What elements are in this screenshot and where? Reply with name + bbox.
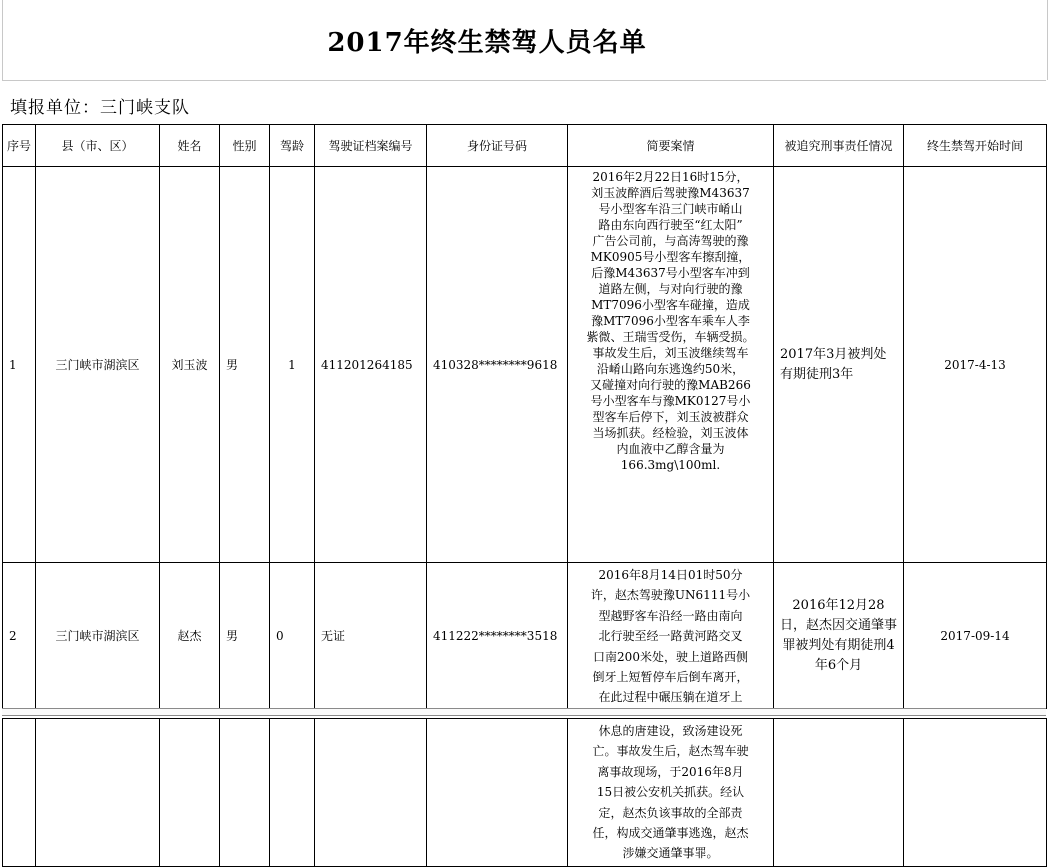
header-id-no: 身份证号码 [427, 125, 568, 167]
case-line: 倒牙上短暂停车后倒车离开， [592, 670, 749, 685]
main-table [2, 124, 1047, 709]
row-county: 三门峡市湖滨区 [36, 563, 160, 709]
row-case-summary [568, 719, 774, 867]
row-case-summary [568, 563, 774, 709]
row-index [3, 719, 36, 867]
case-line: 北行驶至经一路黄河路交叉 [598, 629, 743, 644]
row-index: 2 [3, 563, 36, 709]
case-line: 口南200米处，驶上道路西侧 [593, 649, 748, 664]
header-index: 序号 [3, 125, 36, 167]
page-title: 2017年终生禁驾人员名单 [327, 28, 647, 58]
row-driving-years: 0 [270, 563, 315, 709]
row-name [160, 719, 220, 867]
row-criminal-liability [774, 719, 904, 867]
header-gender: 性别 [220, 125, 270, 167]
case-line: 型客车后停下，刘玉波被群众 [592, 410, 749, 424]
row-case-summary [568, 167, 774, 563]
case-line: 亡。事故发生后，赵杰驾车驶 [592, 744, 749, 759]
row-gender [220, 719, 270, 867]
case-line: 2016年2月22日16时15分， [592, 170, 749, 184]
header-license-no: 驾驶证档案编号 [315, 125, 427, 167]
row-index: 1 [3, 167, 36, 563]
case-line: 166.3mg\100ml. [620, 458, 721, 472]
row-ban-start [904, 719, 1047, 867]
case-line: 后豫M43637号小型客车冲到 [591, 266, 750, 280]
row-name: 赵杰 [160, 563, 220, 709]
case-line: 道路左侧，与对向行驶的豫 [598, 282, 743, 296]
case-line: 休息的唐建设，致汤建设死 [598, 724, 743, 738]
row-license-no [315, 719, 427, 867]
case-line: 广告公司前，与高涛驾驶的豫 [592, 234, 749, 248]
case-line: 号小型客车与豫MK0127号小 [590, 394, 751, 408]
case-line: 又碰撞对向行驶的豫MAB266 [590, 378, 751, 392]
row-criminal-liability: 2017年3月被判处有期徒刑3年 [774, 167, 904, 563]
row-county [36, 719, 160, 867]
header-criminal-liability: 被追究刑事责任情况 [774, 125, 904, 167]
reporting-unit-row [2, 80, 1046, 125]
case-line: 定，赵杰负该事故的全部责 [598, 805, 743, 820]
table-row [3, 563, 1047, 709]
title-area [2, 0, 1048, 80]
table-row [3, 167, 1047, 563]
case-line: MK0905号小型客车擦刮撞， [590, 250, 751, 264]
case-line: 内血液中乙醇含量为 [616, 442, 725, 456]
row-county: 三门峡市湖滨区 [36, 167, 160, 563]
case-line: 豫MT7096小型客车乘车人李 [591, 314, 750, 328]
row-gender: 男 [220, 167, 270, 563]
table-row-continuation [3, 719, 1047, 867]
case-line: MT7096小型客车碰撞，造成 [591, 298, 750, 312]
case-line: 许，赵杰驾驶豫UN6111号小 [590, 588, 751, 603]
case-line: 号小型客车沿三门峡市崤山 [598, 202, 743, 216]
page-break-separator [2, 708, 1046, 716]
case-line: 任，构成交通肇事逃逸，赵杰 [592, 826, 749, 841]
continuation-table [2, 718, 1047, 867]
case-line: 2016年8月14日01时50分 [598, 568, 743, 582]
case-line: 路由东向西行驶至“红太阳” [598, 218, 743, 232]
reporting-unit-label: 填报单位：三门峡支队 [10, 98, 190, 118]
case-line: 事故发生后，刘玉波继续驾车 [592, 346, 749, 360]
row-driving-years [270, 719, 315, 867]
case-line: 刘玉波醉酒后驾驶豫M43637 [591, 186, 750, 200]
case-line: 15日被公安机关抓获。经认 [596, 785, 745, 800]
row-id-no: 411222********3518 [427, 563, 568, 709]
row-license-no: 无证 [315, 563, 427, 709]
row-driving-years: 1 [270, 167, 315, 563]
row-id-no: 410328********9618 [427, 167, 568, 563]
case-line: 当场抓获。经检验，刘玉波体 [592, 426, 749, 440]
case-line: 涉嫌交通肇事罪。 [622, 846, 719, 861]
row-ban-start: 2017-09-14 [904, 563, 1047, 709]
case-line: 沿崤山路向东逃逸约50米， [596, 362, 745, 376]
case-line: 离事故现场，于2016年8月 [597, 764, 744, 779]
header-ban-start: 终生禁驾开始时间 [904, 125, 1047, 167]
row-id-no [427, 719, 568, 867]
case-line: 型越野客车沿经一路由南向 [598, 608, 743, 623]
case-line: 在此过程中碾压躺在道牙上 [598, 690, 743, 705]
header-row [3, 125, 1047, 167]
header-driving-years: 驾龄 [270, 125, 315, 167]
header-county: 县（市、区） [36, 125, 160, 167]
row-ban-start: 2017-4-13 [904, 167, 1047, 563]
header-case-summary: 简要案情 [568, 125, 774, 167]
row-gender: 男 [220, 563, 270, 709]
header-name: 姓名 [160, 125, 220, 167]
row-criminal-liability: 2016年12月28日，赵杰因交通肇事罪被判处有期徒刑4年6个月 [774, 563, 904, 709]
row-license-no: 411201264185 [315, 167, 427, 563]
case-line: 紫微、王瑞雪受伤，车辆受损。 [586, 330, 755, 344]
row-name: 刘玉波 [160, 167, 220, 563]
